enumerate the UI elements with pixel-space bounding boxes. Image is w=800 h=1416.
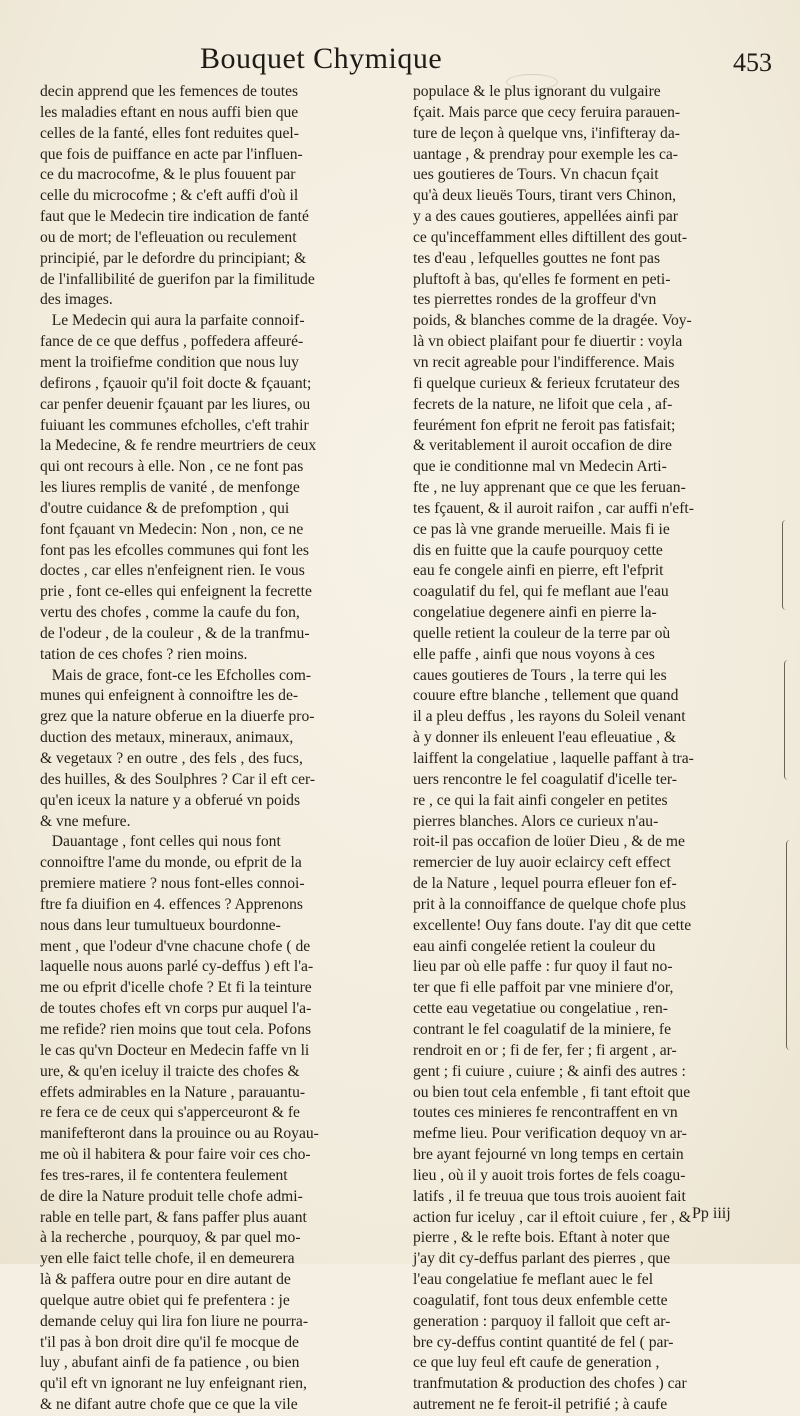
- text-line: eau fe congele ainfi en pierre, eft l'efprit: [413, 562, 664, 580]
- text-line: de toutes chofes eft vn corps pur auquel l'a-: [40, 1000, 312, 1018]
- text-line: pierres blanches. Alors ce curieux n'au-: [413, 812, 659, 830]
- margin-bracket-mark: [782, 520, 789, 610]
- text-line: vn recit agreable pour l'indifference. Mais: [413, 353, 675, 371]
- text-line: ce pas là vne grande merueille. Mais fi ie: [413, 520, 670, 538]
- text-line: lieu par où elle paffe : fur quoy il faut no-: [413, 958, 673, 976]
- text-line: ture de leçon à quelque vns, i'infifteray da-: [413, 124, 680, 142]
- text-line: demande celuy qui lira fon liure ne pourra-: [40, 1312, 309, 1330]
- text-line: ou bien tout cela enfemble , fi tant eftoit que: [413, 1083, 691, 1101]
- text-line: effets admirables en la Nature , parauantu-: [40, 1083, 306, 1101]
- text-line: fes tres-rares, il fe contentera feulement: [40, 1166, 288, 1184]
- text-line: la Medecine, & fe rendre meurtriers de ceux: [40, 437, 317, 455]
- text-line: populace & le plus ignorant du vulgaire: [413, 83, 661, 100]
- text-line: lieu , où il y auoit trois fortes de fels coagu-: [413, 1166, 686, 1184]
- page-number: 453: [733, 48, 772, 77]
- text-line: de la Nature , lequel pourra efleuer fon ef-: [413, 875, 677, 893]
- text-line: faut que le Medecin tire indication de fanté: [40, 208, 309, 226]
- text-line: bre ayant fejourné vn long temps en certain: [413, 1146, 684, 1164]
- text-line: uers rencontre le fel coagulatif d'icelle ter-: [413, 770, 677, 788]
- text-line: de dire la Nature produit telle chofe admi-: [40, 1187, 303, 1205]
- text-line: fte , ne luy apprenant que ce que les feruan-: [413, 479, 686, 497]
- text-line: ure, & qu'en iceluy il traicte des chofes &: [40, 1062, 300, 1080]
- text-line: eau ainfi congelée retient la couleur du: [413, 937, 656, 955]
- text-line: font pas les efcolles communes qui font les: [40, 541, 309, 559]
- text-line: qu'en iceux la nature y a obferué vn poids: [40, 791, 301, 809]
- text-line: fance de ce que deffus , poffedera affeuré-: [40, 333, 304, 351]
- text-line: contrant le fel coagulatif de la miniere, fe: [413, 1020, 672, 1038]
- text-line: ues goutieres de Tours. Vn chacun fçait: [413, 166, 659, 184]
- text-line: action fur iceluy , car il eftoit cuiure , fer , &: [413, 1208, 691, 1226]
- text-line: tes pierrettes rondes de la groffeur d'vn: [413, 291, 657, 309]
- catchword-signature: Pp iiij: [692, 1205, 731, 1222]
- text-line: & veritablement il auroit occafion de dire: [413, 437, 672, 455]
- text-line: Mais de grace, font-ce les Efcholles com-: [40, 666, 312, 684]
- text-line: duction des metaux, mineraux, animaux,: [40, 729, 294, 747]
- text-line: ftre fa diuifion en 4. effences ? Apprenons: [40, 895, 303, 913]
- text-line: rendroit en or ; fi de fer, fer ; fi argent , ar-: [413, 1041, 677, 1059]
- text-line: les maladies eftant en nous auffi bien que: [40, 103, 299, 121]
- text-line: prit à la connoiffance de quelque chofe plus: [413, 895, 686, 913]
- text-line: y a des caues goutieres, appellées ainfi par: [413, 208, 678, 226]
- text-line: ce qu'inceffamment elles diftillent des gout-: [413, 228, 688, 246]
- text-line: laquelle nous auons parlé cy-deffus ) eft l'a-: [40, 958, 314, 976]
- text-line: à la recherche , pourquoy, & par quel mo-: [40, 1229, 301, 1247]
- text-line: toutes ces minieres fe rencontraffent en vn: [413, 1104, 678, 1122]
- text-line: luy , abufant ainfi de fa patience , ou bien: [40, 1354, 300, 1372]
- text-line: elle paffe , ainfi que nous voyons à ces: [413, 645, 655, 663]
- text-line: ce que luy feul eft caufe de generation ,: [413, 1354, 660, 1372]
- text-line: fuiuant les communes efcholles, c'eft trahir: [40, 416, 309, 434]
- text-line: me ou efprit d'icelle chofe ? Et fi la teinture: [40, 979, 312, 997]
- text-line: là vn obiect plaifant pour fe diuertir : voyla: [413, 333, 683, 351]
- text-line: congelatiue degenere ainfi en pierre la-: [413, 604, 657, 622]
- text-line: premiere matiere ? nous font-elles connoi-: [40, 875, 305, 893]
- text-line: feurément fon efprit ne feroit pas fatisfait;: [413, 416, 676, 434]
- running-title: Bouquet Chymique: [200, 42, 443, 75]
- text-line: remercier de luy auoir eclaircy ceft effect: [413, 854, 671, 872]
- text-line: car penfer deuenir fçauant par les liures, ou: [40, 395, 311, 413]
- text-line: manifefteront dans la prouince ou au Royau-: [40, 1125, 319, 1143]
- text-line: cette eau vegetatiue ou congelatiue , ren-: [413, 1000, 668, 1018]
- text-line: poids, & blanches comme de la dragée. Voy-: [413, 312, 692, 330]
- text-line: bre cy-deffus contint quantité de fel ( par-: [413, 1333, 674, 1351]
- text-line: connoiftre l'ame du monde, ou efprit de la: [40, 854, 302, 872]
- text-line: munes qui enfeignent à connoiftre les de-: [40, 687, 299, 705]
- text-line: prie , font ce-elles qui enfeignent la fecrette: [40, 583, 312, 601]
- text-line: les liures remplis de vanité , de menfonge: [40, 479, 300, 497]
- text-line: que ie conditionne mal vn Medecin Arti-: [413, 458, 667, 476]
- text-line: il a pleu deffus , les rayons du Soleil venant: [413, 708, 686, 726]
- text-line: j'ay dit cy-deffus parlant des pierres , que: [413, 1250, 671, 1268]
- text-line: defirons , fçauoir qu'il foit docte & fçauant;: [40, 374, 312, 392]
- text-line: rable en telle part, & fans paffer plus auant: [40, 1208, 307, 1226]
- text-line: laiffent la congelatiue , laquelle paffant à tra-: [413, 750, 694, 767]
- text-line: grez que la nature obferue en la diuerfe pro-: [40, 708, 315, 726]
- text-line: autrement ne fe feroit-il petrifié ; à caufe: [413, 1396, 668, 1414]
- margin-bracket-mark: [786, 840, 793, 1050]
- text-line: gent ; fi cuiure , cuiure ; & ainfi des autres :: [413, 1062, 686, 1080]
- text-line: coagulatif du fel, qui fe meflant aue l'eau: [413, 583, 669, 601]
- text-line: l'eau congelatiue fe meflant auec le fel: [413, 1271, 654, 1289]
- text-line: à y donner ils enleuent l'eau efleuatiue , &: [413, 729, 677, 747]
- text-line: me refide? rien moins que tout cela. Pofons: [40, 1020, 312, 1038]
- text-line: Dauantage , font celles qui nous font: [40, 833, 281, 851]
- text-line: re , ce qui la fait ainfi congeler en petites: [413, 791, 668, 809]
- text-line: que fois de puiffance en acte par l'influen-: [40, 145, 303, 163]
- text-line: yen elle faict telle chofe, il en demeurera: [40, 1250, 295, 1268]
- text-line: uantage , & prendray pour exemple les ca-: [413, 145, 678, 163]
- text-line: qu'il eft vn ignorant ne luy enfeignant rien,: [40, 1375, 307, 1393]
- text-line: celles de la fanté, elles font reduites quel-: [40, 124, 299, 142]
- text-line: & vne mefure.: [40, 812, 131, 830]
- text-line: tation de ces chofes ? rien moins.: [40, 645, 248, 663]
- text-line: re fera ce de ceux qui s'apperceuront & fe: [40, 1104, 300, 1122]
- text-line: fçait. Mais parce que cecy feruira parauen-: [413, 103, 681, 121]
- text-line: qu'à deux lieuës Tours, tirant vers Chinon,: [413, 187, 677, 205]
- text-line: couure eftre blanche , tellement que quand: [413, 687, 679, 705]
- text-line: fecrets de la nature, ne lifoit que cela , af-: [413, 395, 673, 413]
- text-line: quelque autre obiet qui fe prefentera : je: [40, 1291, 290, 1309]
- text-line: me où il habitera & pour faire voir ces cho-: [40, 1146, 311, 1164]
- text-line: Le Medecin qui aura la parfaite connoif-: [40, 312, 305, 330]
- text-line: caues goutieres de Tours , la terre qui les: [413, 666, 667, 684]
- text-line: font fçauant vn Medecin: Non , non, ce ne: [40, 520, 304, 538]
- text-line: qui ont recours à elle. Non , ce ne font pas: [40, 458, 304, 476]
- text-line: excellente! Ouy fans doute. I'ay dit que cette: [413, 916, 692, 934]
- text-line: là & paffera outre pour en dire autant de: [40, 1271, 291, 1289]
- text-line: vertu des chofes , comme la caufe du fon,: [40, 604, 300, 622]
- text-line: decin apprend que les femences de toutes: [40, 83, 299, 100]
- text-line: de l'infallibilité de guerifon par la fimilitude: [40, 270, 315, 288]
- text-line: latifs , il fe treuua que tous trois auoient fait: [413, 1187, 686, 1205]
- text-line: roit-il pas occafion de loüer Dieu , & de me: [413, 833, 685, 851]
- text-line: t'il pas à bon droit dire qu'il fe mocque de: [40, 1333, 299, 1351]
- text-line: pluftoft à bas, qu'elles fe forment en peti-: [413, 270, 671, 288]
- text-line: ou de mort; de l'efleuation ou reculement: [40, 228, 297, 246]
- text-line: doctes , car elles n'enfeignent rien. Ie vous: [40, 562, 305, 580]
- text-line: tes fçauent, & il auroit raifon , car auffi n'eft-: [413, 499, 694, 517]
- text-line: fi quelque curieux & ferieux fcrutateur des: [413, 374, 680, 392]
- left-text-column: [40, 82, 396, 1416]
- text-line: des huilles, & des Soulphres ? Car il eft cer-: [40, 770, 316, 788]
- margin-bracket-mark: [784, 660, 791, 780]
- text-line: dis en fuitte que la caufe pourquoy cette: [413, 541, 663, 559]
- text-line: des images.: [40, 291, 113, 309]
- text-line: pierre , & le refte bois. Eftant à noter que: [413, 1229, 670, 1247]
- text-line: ter que fi elle paffoit par vne miniere d'or,: [413, 979, 674, 997]
- text-line: nous dans leur tumultueux bourdonne-: [40, 916, 281, 934]
- text-line: generation : parquoy il falloit que ceft ar-: [413, 1312, 671, 1330]
- text-line: & ne difant autre chofe que ce que la vile: [40, 1396, 298, 1414]
- text-line: celle du microcofme ; & c'eft auffi d'où il: [40, 187, 299, 205]
- text-line: le cas qu'vn Docteur en Medecin faffe vn li: [40, 1041, 310, 1059]
- text-line: de l'odeur , de la couleur , & de la tranfmu-: [40, 624, 310, 642]
- text-line: coagulatif, font tous deux enfemble cette: [413, 1291, 668, 1309]
- text-line: & vegetaux ? en outre , des fels , des fucs,: [40, 750, 303, 767]
- text-line: mefme lieu. Pour verification dequoy vn ar-: [413, 1125, 687, 1143]
- text-line: tranfmutation & production des chofes ) car: [413, 1375, 687, 1393]
- text-line: d'outre cuidance & de prefomption , qui: [40, 499, 290, 517]
- text-line: principié, par le defordre du principiant; &: [40, 249, 307, 267]
- text-line: quelle retient la couleur de la terre par où: [413, 624, 671, 642]
- text-line: tes d'eau , lefquelles gouttes ne font pas: [413, 249, 661, 267]
- text-line: ce du macrocofme, & le plus fouuent par: [40, 166, 296, 184]
- text-line: ment , que l'odeur d'vne chacune chofe ( de: [40, 937, 311, 955]
- text-line: ment la troifiefme condition que nous luy: [40, 353, 299, 371]
